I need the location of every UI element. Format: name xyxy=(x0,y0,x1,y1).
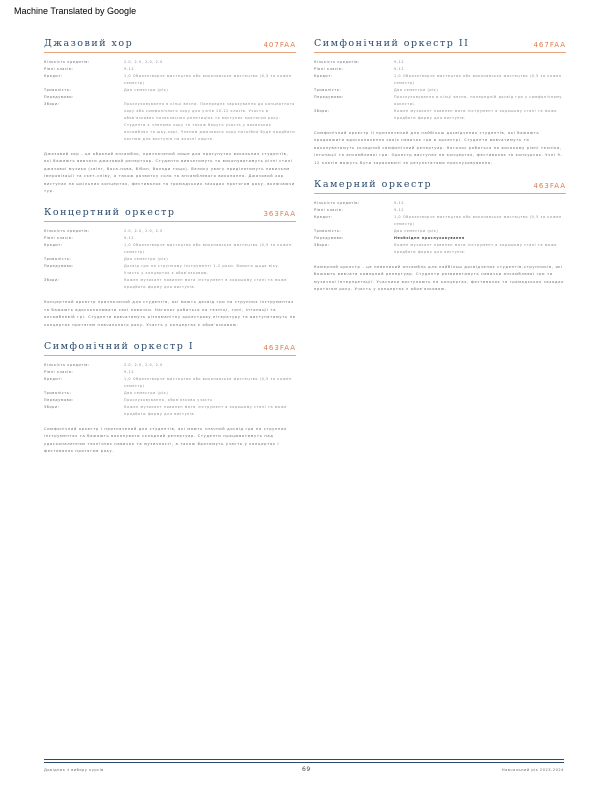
course-code: 463FAA xyxy=(533,182,566,191)
course-section xyxy=(44,207,296,329)
course-info-table xyxy=(44,59,296,143)
info-label: Кількість кредитів: xyxy=(44,229,90,234)
info-value: Кожен музикант повинен мати інструмент в хорошому стані та може придбати форму для виступів. xyxy=(124,405,287,417)
course-section xyxy=(314,38,566,167)
info-value: Два семестри (рік) xyxy=(124,257,169,262)
info-label: Збори: xyxy=(44,405,60,410)
info-value: Два семестри (рік) xyxy=(394,229,439,234)
course-section xyxy=(44,341,296,456)
info-value: Кожен музикант повинен мати інструмент в хорошому стані та може придбати форму для виступів. xyxy=(394,243,557,255)
footer-right-text: Навчальний рік 2023-2024 xyxy=(501,768,564,772)
course-description: Симфонічний оркестр I призначений для студентів, які мають значний досвід гри на струнних інструментах та бажають виконувати складний репертуар. Студенти працюватимуть над удосконаленням технічних навичок та музичності, а також братимуть участь у концертах і фестивалях протягом року. xyxy=(44,427,287,454)
info-value: 9-12 xyxy=(394,67,405,71)
info-label: Кредит: xyxy=(44,377,63,382)
info-value: Два семестри (рік) xyxy=(394,88,439,92)
footer-rule-bottom xyxy=(44,762,564,763)
info-value: 1,0 Образотворче мистецтво або виконавське мистецтво (0,5 за кожен семестр) xyxy=(124,377,292,389)
course-title: Камерний оркестр xyxy=(314,179,433,191)
info-value: Кожен музикант повинен мати інструмент в хорошому стані та може придбати форму для виступів. xyxy=(394,109,557,120)
left-column xyxy=(44,38,296,468)
course-description: Джазовий хор - це обраний ансамбль, призначений лише для просунутих вокальних студентів, які бажають вивчати джазовий репертуар. Студенти вивчатимуть та виконуватимуть різні стилі джазової музики (свінг, боса-нова, бібоп, балади тощо). Велику увагу приділятимуть навичкам імпровізації та скет-співу, а також розвитку соло та ансамблевого виконання. Джазовий хор виступає на шкільних концертах, фестивалях та громадських заходах протягом року, включаючи тур. xyxy=(44,152,295,194)
course-info-table xyxy=(314,200,566,256)
info-value: Досвід гри на струнному інструменті 1-2 роки. Вимоги щодо віку. Участь у концертах є обов'язковою. xyxy=(124,264,280,276)
info-value: 1,0 Образотворче мистецтво або виконавське мистецтво (0,5 за кожен семестр) xyxy=(124,74,292,85)
info-value: 9-12 xyxy=(124,236,135,241)
info-value: 9-12 xyxy=(124,67,135,71)
info-label: Кількість кредитів: xyxy=(314,201,360,206)
course-description: Камерний оркестр - це невеликий ансамбль для найбільш досвідчених студентів-струнників, які бажають вивчати камерний репертуар. Студенти розвиватимуть навички ансамблевої гри та музичної інтерпретації. Учасники виступають на концертах, фестивалях та громадських заходах протягом року. Участь у концертах є обов'язковою. xyxy=(314,265,564,292)
course-info-table xyxy=(44,362,296,418)
info-label: Тривалість: xyxy=(44,257,72,262)
info-label: Збори: xyxy=(314,109,330,113)
page-number: 69 xyxy=(302,766,311,773)
info-label: Тривалість: xyxy=(44,88,72,92)
course-code: 467FAA xyxy=(533,41,566,49)
course-description: Симфонічний оркестр II призначений для найбільш досвідчених студентів, які бажають продовжити вдосконалення своїх навичок гри в оркестрі. Студенти вивчатимуть та виконуватимуть складний симфонічний репертуар. Наголос робиться на високому рівні техніки, інтонації та ансамблевої гри. Оркестр виступає на концертах, фестивалях та конкурсах. Учні 9-12 класів можуть бути зараховані за результатами прослуховування. xyxy=(314,131,563,165)
info-label: Кредит: xyxy=(314,74,333,78)
course-code: 363FAA xyxy=(263,210,296,219)
info-label: Передумови: xyxy=(314,236,344,241)
info-value: 9-12 xyxy=(394,208,405,213)
info-value: 1,0 Образотворче мистецтво або виконавське мистецтво (0,5 за кожен семестр) xyxy=(394,74,562,85)
info-value: 2.0, 2.0, 2.0, 2.0 xyxy=(124,229,163,234)
course-description: Концертний оркестр призначений для студентів, які мають досвід гри на струнних інструментах та бажають вдосконалювати свої навички. Наголос робиться на техніці, тоні, інтонації та ансамблевій грі. Студенти вивчатимуть різноманітну оркестрову літературу та виступатимуть на концертах протягом навчального року. Участь у концертах є обов'язковою. xyxy=(44,300,296,327)
info-value: Прослуховування в кінці весни, попередній досвід гри у симфонічному оркестрі. xyxy=(394,95,563,106)
info-value: Прослуховування в кінці весни. Попереднє зарахування до концертного хору або симфонічного хору для учнів 10-12 класів. Участь в обов'язкових позакласних репетиціях та виступах протягом року. Студенти є членами хору та також беруть участь у вокальних ансамблях та шоу-хорі. Членам джазового хору потрібно буде придбати костюм для виступів на власні кошти. xyxy=(124,102,296,141)
course-header xyxy=(44,38,296,53)
info-label: Тривалість: xyxy=(314,229,342,234)
info-value: 9-12 xyxy=(394,201,405,206)
info-value: 1,0 Образотворче мистецтво або виконавське мистецтво (0,5 за кожен семестр) xyxy=(124,243,292,255)
info-label: Рівні класів: xyxy=(314,208,344,213)
info-label: Передумови: xyxy=(44,264,74,269)
info-value: 1,0 Образотворче мистецтво або виконавське мистецтво (0,5 за кожен семестр) xyxy=(394,215,562,227)
footer-left-text: Довідник з вибору курсів xyxy=(44,768,104,772)
course-title: Концертний оркестр xyxy=(44,207,176,219)
info-value: Прослуховування, обов'язкова участь xyxy=(124,398,213,403)
course-title: Симфонічний оркестр I xyxy=(44,341,195,353)
info-value: Кожен музикант повинен мати інструмент в хорошому стані та може придбати форму для виступів. xyxy=(124,278,287,290)
course-info-table xyxy=(314,59,566,122)
info-value: Два семестри (рік) xyxy=(124,88,169,92)
info-label: Збори: xyxy=(314,243,330,248)
info-value: 2.0, 2.0, 2.0, 2.0 xyxy=(124,60,163,64)
course-code: 463FAA xyxy=(263,344,296,353)
info-label: Рівні класів: xyxy=(44,67,74,71)
info-value: 9-12 xyxy=(394,60,405,64)
course-section xyxy=(314,179,566,294)
info-label: Кількість кредитів: xyxy=(44,363,90,368)
info-label: Тривалість: xyxy=(44,391,72,396)
course-info-table xyxy=(44,228,296,291)
info-label: Тривалість: xyxy=(314,88,342,92)
info-value: Необхідне прослуховування xyxy=(394,236,465,241)
course-title: Симфонічний оркестр II xyxy=(314,38,470,49)
info-label: Кредит: xyxy=(44,74,63,78)
course-section xyxy=(44,38,296,195)
info-label: Збори: xyxy=(44,102,60,106)
info-label: Рівні класів: xyxy=(44,236,74,241)
course-header xyxy=(44,207,296,222)
course-header xyxy=(314,179,566,194)
info-label: Кредит: xyxy=(314,215,333,220)
info-label: Кількість кредитів: xyxy=(314,60,360,64)
footer-rule-top xyxy=(44,759,564,760)
info-label: Рівні класів: xyxy=(314,67,344,71)
right-column xyxy=(314,38,566,306)
info-value: Два семестри (рік) xyxy=(124,391,169,396)
course-header xyxy=(44,341,296,356)
course-header xyxy=(314,38,566,53)
info-value xyxy=(124,94,296,101)
info-value: 9-12 xyxy=(124,370,135,375)
info-label: Збори: xyxy=(44,278,60,283)
machine-translated-banner: Machine Translated by Google xyxy=(14,6,137,16)
info-label: Передумови: xyxy=(44,95,74,99)
info-label: Кількість кредитів: xyxy=(44,60,90,64)
info-label: Передумови: xyxy=(44,398,74,403)
info-label: Передумови: xyxy=(314,95,344,99)
course-code: 407FAA xyxy=(263,41,296,49)
info-label: Кредит: xyxy=(44,243,63,248)
course-title: Джазовий хор xyxy=(44,38,134,49)
info-label: Рівні класів: xyxy=(44,370,74,375)
info-value: 2.0, 2.0, 2.0, 2.0 xyxy=(124,363,163,368)
